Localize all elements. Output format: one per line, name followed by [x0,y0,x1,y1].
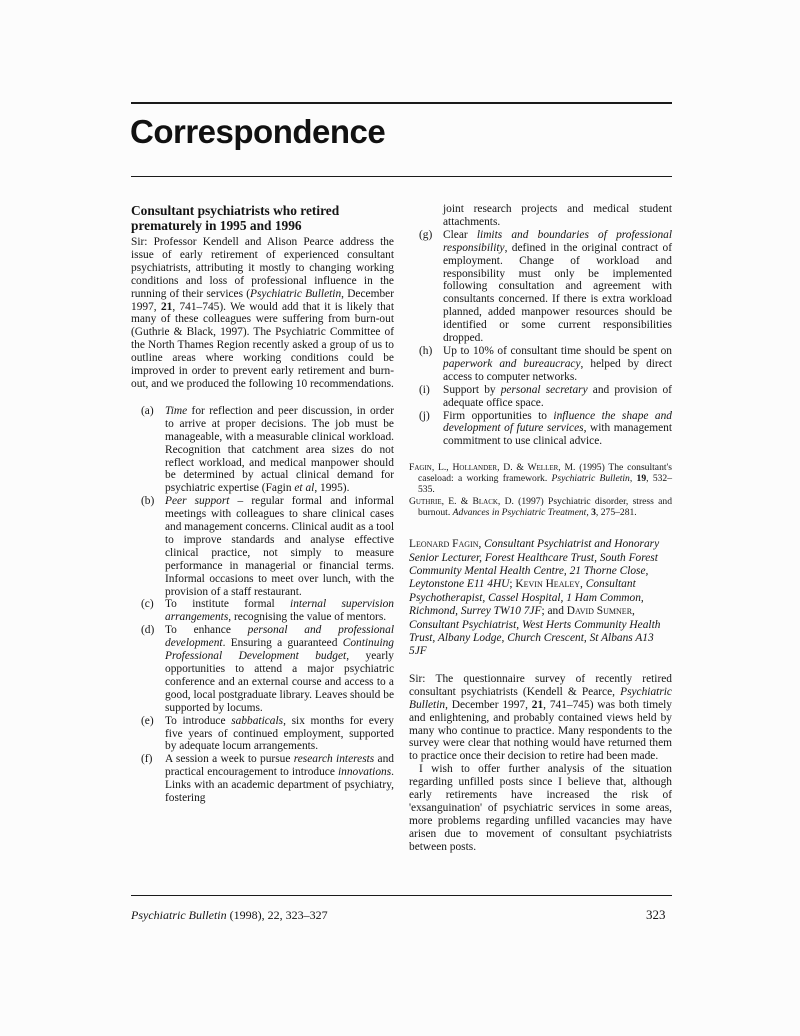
recommendation-label: (e) [141,714,154,727]
section-title: Correspondence [130,113,386,150]
second-letter-paragraph-1: Sir: The questionnaire survey of recently retired consultant psychiatrists (Kendell & Pearce, Psychiatric Bulletin, December 1997, 21, 741–745) was both timely and enlightening, and probably contained views held by many who continue to practice. Many respondents to the survey were clear that nothing would have returned them to practice once their decision to retire had been made. [409,672,672,763]
recommendation-item [141,715,394,754]
recommendation-label: (a) [141,404,154,417]
letter-intro: Sir: Professor Kendell and Alison Pearce address the issue of early retirement of experienced consultant psychiatrists, attributing it mostly to changing working conditions and loss of professional influence in the running of their services (Psychiatric Bulletin, December 1997, 21, 741–745). We would add that it is likely that many of these colleagues were suffering from burn-out (Guthrie & Black, 1997). The Psychiatric Committee of the North Thames Region recently asked a group of us to outline areas where working conditions could be improved in order to prevent early retirement and burn-out, and we produced the following 10 recommendations. [131,236,395,390]
recommendation-text: To introduce sabbaticals, six months for every five years of continued employment, supported by adequate locum arrangements. [165,714,394,753]
recommendation-text: Time for reflection and peer discussion, in order to arrive at proper decisions. The job must be manageable, with a measurable clinical workload. Recognition that catchment area sizes do not reflect workload, and medical manpower should be determined by actual clinical demand for psychiatric expertise (Fagin et al, 1995). [165,404,394,495]
recommendation-text: Firm opportunities to influence the shape and development of future services, with management commitment to use clinical advice. [443,409,672,448]
recommendation-text: To institute formal internal supervision arrangements, recognising the value of mentors. [165,598,395,624]
recommendation-item [419,345,672,384]
recommendation-label: (i) [419,383,430,396]
recommendation-label: (c) [141,598,154,611]
recommendation-item [419,384,672,410]
footer-rule [131,895,672,896]
second-letter [409,673,672,854]
recommendation-label: (d) [141,624,155,637]
recommendation-list [141,405,394,805]
recommendation-list-continued [419,203,672,448]
right-column [409,203,672,854]
journal-citation [131,908,328,923]
recommendation-label: (b) [141,495,155,508]
recommendation-label: (g) [419,228,433,241]
recommendation-text: Support by personal secretary and provision of adequate office space. [443,383,672,409]
recommendation-item [141,753,394,805]
reference-item: Guthrie, E. & Black, D. (1997) Psychiatric disorder, stress and burnout. Advances in Psychiatric Treatment, 3, 275–281. [409,496,672,519]
recommendation-text: Up to 10% of consultant time should be spent on paperwork and bureaucracy, helped by direct access to computer networks. [443,344,673,383]
recommendation-item [141,495,394,598]
reference-list [409,462,672,518]
recommendation-item [141,598,394,624]
recommendation-item [141,624,394,714]
article-title: Consultant psychiatrists who retired prematurely in 1995 and 1996 [131,203,340,233]
author-signature: Leonard Fagin, Consultant Psychiatrist and Honorary Senior Lecturer, Forest Healthcare Trust, South Forest Community Mental Health Centre, 21 Thorne Close, Leytonstone E11 4HU; Kevin Healey, Consultant Psychotherapist, Cassel Hospital, 1 Ham Common, Richmond, Surrey TW10 7JF; and David Sumner, Consultant Psychiatrist, West Herts Community Health Trust, Albany Lodge, Church Crescent, St Albans A13 5JF [409,538,661,658]
top-rule [131,102,672,104]
recommendation-text: To enhance personal and professional development. Ensuring a guaranteed Continuing Professional Development budget, yearly opportunities to attend a major psychiatric conference and an external course and access to a good, local postgraduate library. Leaves should be supported by locums. [165,624,395,714]
second-letter-paragraph-2: I wish to offer further analysis of the situation regarding unfilled posts since I believe that, although early retirements have increased the risk of 'exsanguination' of psychiatric services in some areas, more problems regarding unfilled vacancies may have arisen due to movement of consultant psychiatrists between posts. [409,763,672,853]
page-number: 323 [646,907,666,922]
recommendation-label: (f) [141,753,153,766]
journal-name: Psychiatric Bulletin [131,908,227,922]
journal-volume: (1998), 22, 323–327 [229,908,328,922]
left-column [131,203,394,805]
recommendation-text: A session a week to pursue research interests and practical encouragement to introduce innovations. Links with an academic department of psychiatry, fostering [165,753,394,805]
reference-item: Fagin, L., Hollander, D. & Weller, M. (1995) The consultant's caseload: a working framework. Psychiatric Bulletin, 19, 532–535. [409,462,673,496]
recommendation-item [419,410,672,449]
recommendation-text: Clear limits and boundaries of professional responsibility, defined in the original contract of employment. Change of workload and responsibility must only be implemented following consultation and agreement with consultants concerned. If there is extra workload planned, added manpower resources should be identified or some current responsibilities dropped. [443,228,672,345]
recommendation-label: (h) [419,344,433,357]
recommendation-continuation: joint research projects and medical student attachments. [443,203,672,228]
recommendation-text: Peer support – regular formal and informal meetings with colleagues to share clinical cases and management concerns. Clinical audit as a tool to improve standards and analyse effective clinical practice, not simply to measure performance in managerial or financial terms. Informal occasions to meet over lunch, with the provision of a staff restaurant. [165,495,395,598]
recommendation-item [141,405,394,495]
recommendation-label: (j) [419,409,430,422]
recommendation-item [419,229,672,345]
header-rule [131,176,672,177]
